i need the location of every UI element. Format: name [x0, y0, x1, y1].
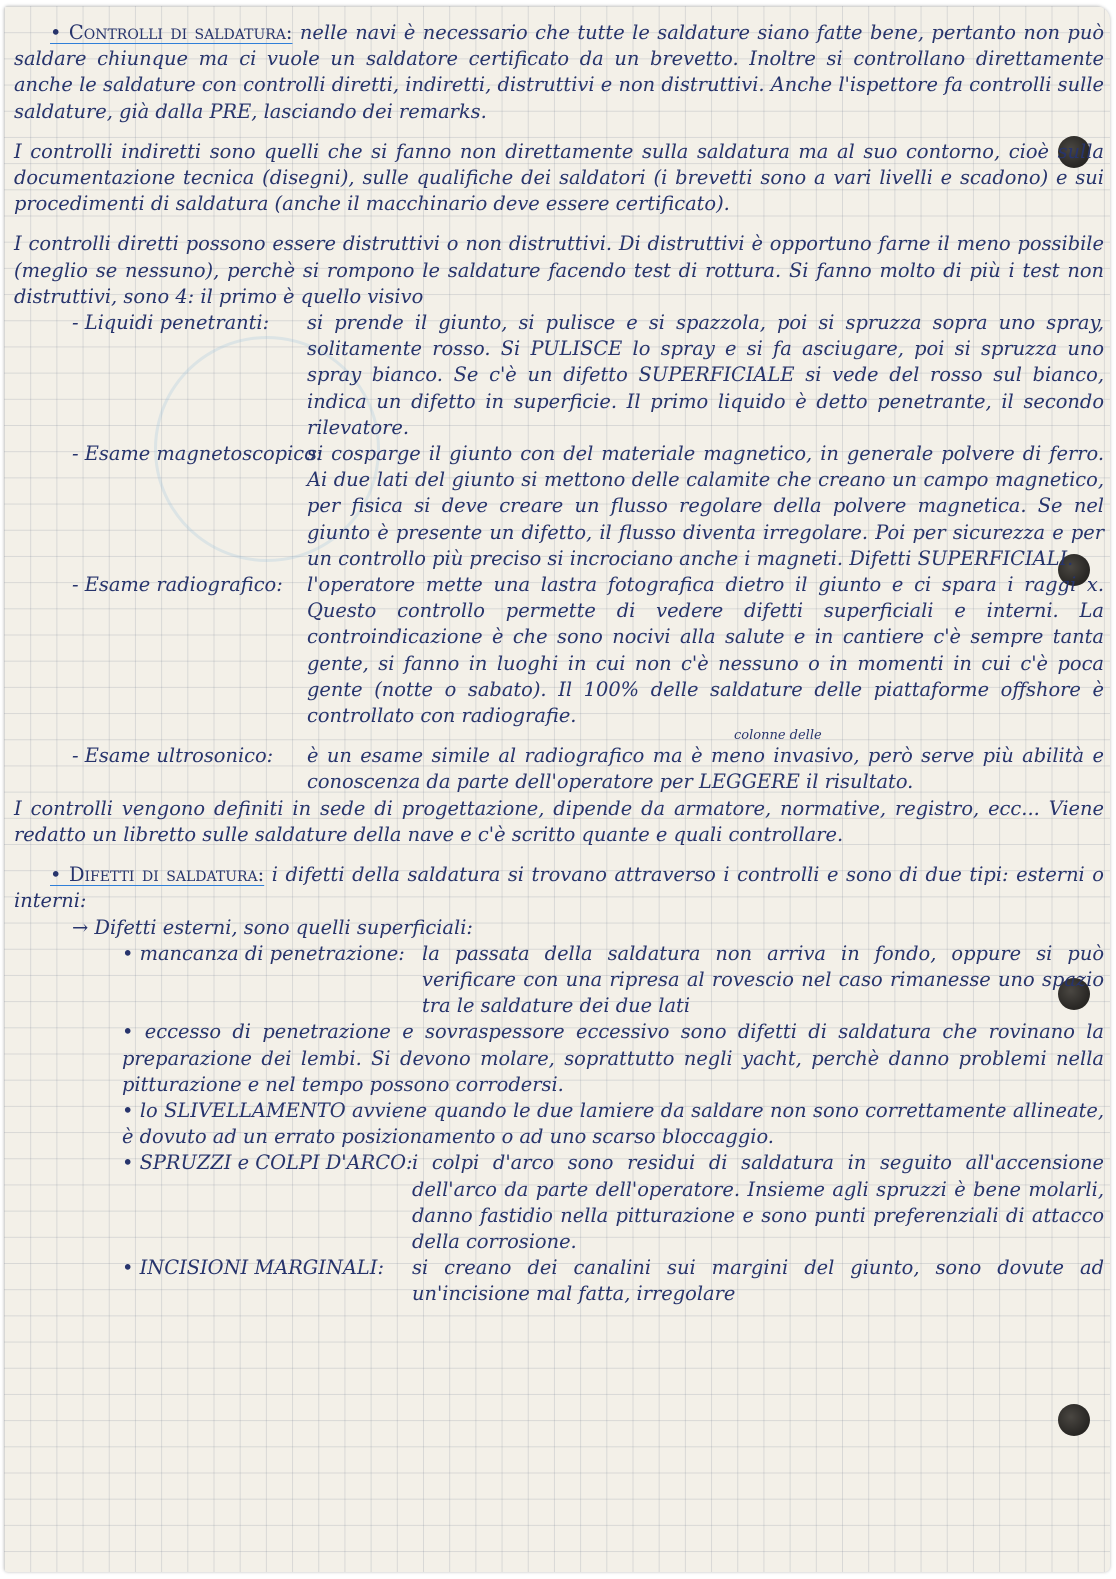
controlli-closing-paragraph: I controlli vengono definiti in sede di progettazione, dipende da armatore, normative, registro, ecc... Viene redatto un libretto sulle saldature della nave e c'è scritto quante e quali controllare.: [14, 796, 1104, 846]
difetto-description: i colpi d'arco sono residui di saldatura in seguito all'accensione dell'arco da parte dell'operatore. Insieme agli spruzzi è bene molarli, danno fastidio nella pitturazione e sono punti preferenziali di attacco della corrosione.: [412, 1151, 1104, 1253]
esame-item: [14, 743, 1104, 795]
difetto-item: • lo SLIVELLAMENTO avviene quando le due lamiere da saldare non sono correttamente allineate, è dovuto ad un errato posizionamento o ad uno scarso bloccaggio.: [122, 1098, 1104, 1149]
difetti-intro-paragraph: [14, 862, 1104, 914]
controlli-intro-paragraph: [14, 20, 1104, 125]
binder-hole: [1058, 1404, 1090, 1436]
difetto-item: • eccesso di penetrazione e sovraspessore eccessivo sono difetti di saldatura che rovinano la preparazione dei lembi. Si devono molare, soprattutto negli yacht, perchè danno problemi nella pitturazione e nel tempo possono corrodersi.: [122, 1020, 1104, 1096]
difetto-term: • mancanza di penetrazione:: [122, 941, 405, 965]
controlli-indiretti-paragraph: I controlli indiretti sono quelli che si fanno non direttamente sulla saldatura ma al suo contorno, cioè sulla documentazione tecnica (disegni), sulle qualifiche dei saldatori (i brevetti sono a vari livelli e scadono) e sui procedimenti di saldatura (anche il macchinario deve essere certificato).: [14, 139, 1104, 216]
esame-term: - Esame magnetoscopico:: [72, 442, 323, 466]
difetto-item: [14, 1255, 1104, 1307]
esame-item: [14, 441, 1104, 572]
difetto-item: [14, 1150, 1104, 1255]
margin-note: colonne delle: [734, 728, 822, 744]
esame-term: - Esame radiografico:: [72, 573, 283, 597]
controlli-diretti-paragraph: I controlli diretti possono essere distruttivi o non distruttivi. Di distruttivi è opportuno farne il meno possibile (meglio se nessuno), perchè si rompono le saldature facendo test di rottura. Si fanno molto di più i test non distruttivi, sono 4: il primo è quello visivo: [14, 232, 1104, 308]
esame-term: - Liquidi penetranti:: [72, 311, 270, 335]
controlli-intro: nelle navi è necessario che tutte le saldature siano fatte bene, pertanto non può saldare chiunque ma ci vuole un saldatore certificato da un brevetto. Inoltre si controllano direttamente anche le saldature con controlli diretti, indiretti, distruttivi e non distruttivi. Anche l'ispettore fa controlli sulle saldature, già dalla PRE, lasciando dei remarks.: [14, 21, 1104, 123]
section-heading-controlli: • Controlli di saldatura:: [50, 21, 293, 44]
esame-description: l'operatore mette una lastra fotografica dietro il giunto e ci spara i raggi x. Questo controllo permette di vedere difetti superficiali e interni. La controindicazione è che sono nocivi alla salute e in cantiere c'è sempre tanta gente, si fanno in luoghi in cui non c'è nessuno o in momenti in cui c'è poca gente (notte o sabato). Il 100% delle saldature delle piattaforme offshore è controllato con radiografie.: [307, 573, 1104, 728]
difetto-description: la passata della saldatura non arriva in fondo, oppure si può verificare con una ripresa al rovescio nel caso rimanesse uno spazio tra le saldature dei due lati: [422, 941, 1104, 1018]
difetto-item: [14, 941, 1104, 1020]
difetti-esterni-label: → Difetti esterni, sono quelli superficiali:: [72, 915, 473, 939]
difetto-term: • SPRUZZI e COLPI D'ARCO:: [122, 1151, 413, 1175]
notebook-page: [4, 6, 1110, 1572]
esame-description: si cosparge il giunto con del materiale magnetico, in generale polvere di ferro. Ai due lati del giunto si mettono delle calamite che creano un campo magnetico, per fisica si deve creare un flusso regolare della polvere magnetica. Se nel giunto è presente un difetto, il flusso diventa irregolare. Poi per sicurezza e per un controllo più preciso si incrociano anche i magneti. Difetti SUPERFICIALI.: [307, 442, 1104, 570]
esame-description: si prende il giunto, si pulisce e si spazzola, poi si spruzza sopra uno spray, solitamente rosso. Si PULISCE lo spray e si fa asciugare, poi si spruzza uno spray bianco. Se c'è un difetto SUPERFICIALE si vede del rosso sul bianco, indica un difetto in superficie. Il primo liquido è detto penetrante, il secondo rilevatore.: [307, 311, 1104, 439]
difetto-description: si creano dei canalini sui margini del giunto, sono dovute ad un'incisione mal fatta, irregolare: [412, 1256, 1104, 1306]
handwritten-notes: [14, 20, 1104, 1308]
esame-item: [14, 572, 1104, 729]
section-heading-difetti: • Difetti di saldatura:: [50, 863, 265, 887]
esame-item: [14, 310, 1104, 441]
esame-description: è un esame simile al radiografico ma è meno invasivo, però serve più abilità e conoscenza da parte dell'operatore per LEGGERE il risultato.: [307, 744, 1104, 794]
difetti-intro: i difetti della saldatura si trovano attraverso i controlli e sono di due tipi: esterni o interni:: [14, 863, 1104, 913]
difetto-term: • INCISIONI MARGINALI:: [122, 1256, 385, 1280]
esame-term: - Esame ultrosonico:: [72, 744, 274, 768]
